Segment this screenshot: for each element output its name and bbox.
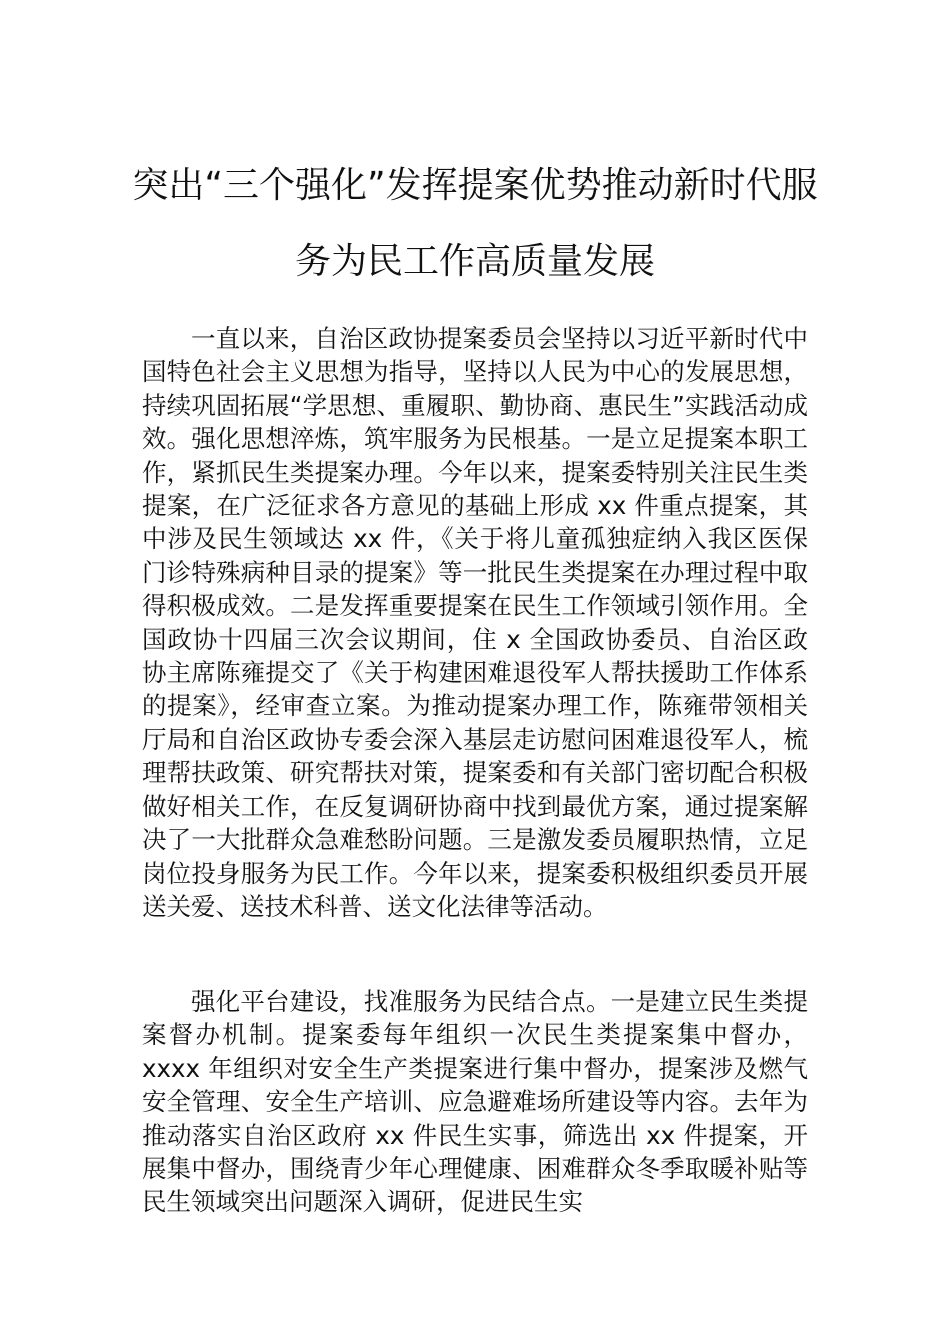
body-paragraph: 强化平台建设，找准服务为民结合点。一是建立民生类提案督办机制。提案委每年组织一次民生类提案集中督办，xxxx 年组织对安全生产类提案进行集中督办，提案涉及燃气安全管理、安全生产培训、应急避难场所建设等内容。去年为推动落实自治区政府 xx 件民生实事，筛选出 xx 件提案，开展集中督办，围绕青少年心理健康、困难群众冬季取暖补贴等民生领域突出问题深入调研，促进民生实 [142, 987, 808, 1217]
body-paragraph: 一直以来，自治区政协提案委员会坚持以习近平新时代中国特色社会主义思想为指导，坚持以人民为中心的发展思想，持续巩固拓展“学思想、重履职、勤协商、惠民生”实践活动成效。强化思想淬炼，筑牢服务为民根基。一是立足提案本职工作，紧抓民生类提案办理。今年以来，提案委特别关注民生类提案，在广泛征求各方意见的基础上形成 xx 件重点提案，其中涉及民生领域达 xx 件，《关于将儿童孤独症纳入我区医保门诊特殊病种目录的提案》等一批民生类提案在办理过程中取得积极成效。二是发挥重要提案在民生工作领域引领作用。全国政协十四届三次会议期间，住 x 全国政协委员、自治区政协主席陈雍提交了《关于构建困难退役军人帮扶援助工作体系的提案》，经审查立案。为推动提案办理工作，陈雍带领相关厅局和自治区政协专委会深入基层走访慰问困难退役军人，梳理帮扶政策、研究帮扶对策，提案委和有关部门密切配合积极做好相关工作，在反复调研协商中找到最优方案，通过提案解决了一大批群众急难愁盼问题。三是激发委员履职热情，立足岗位投身服务为民工作。今年以来，提案委积极组织委员开展送关爱、送技术科普、送文化法律等活动。 [142, 324, 808, 921]
document-title-line-2: 务为民工作高质量发展 [294, 241, 655, 282]
body-paragraph-1-block [142, 322, 808, 923]
document-title-line-1: 突出“三个强化”发挥提案优势推动新时代服 [132, 165, 818, 206]
body-paragraph-2-block [142, 985, 808, 1219]
